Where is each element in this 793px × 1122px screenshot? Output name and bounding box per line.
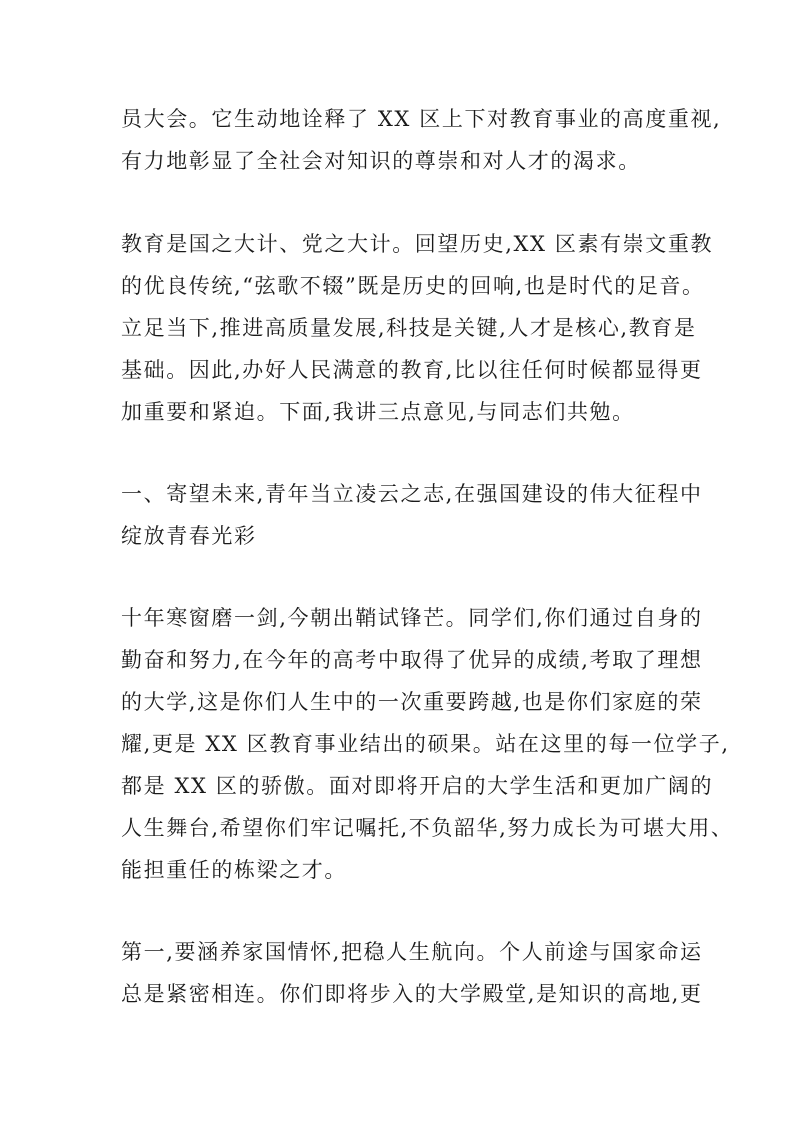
text-line: 勤奋和努力,在今年的高考中取得了优异的成绩,考取了理想 (121, 648, 703, 672)
heading-line: 绽放青春光彩 (121, 524, 257, 548)
text-line: 立足当下,推进高质量发展,科技是关键,人才是核心,教育是 (121, 316, 697, 340)
text-line: 加重要和紧迫。下面,我讲三点意见,与同志们共勉。 (121, 400, 635, 424)
text-line: 的大学,这是你们人生中的一次重要跨越,也是你们家庭的荣 (121, 690, 703, 714)
text-line: 总是紧密相连。你们即将步入的大学殿堂,是知识的高地,更 (121, 982, 703, 1006)
text-line: 有力地彰显了全社会对知识的尊崇和对人才的渴求。 (121, 149, 641, 173)
text-line: 耀,更是 XX 区教育事业结出的硕果。站在这里的每一位学子, (121, 732, 730, 756)
text-line: 教育是国之大计、党之大计。回望历史,XX 区素有崇文重教 (121, 232, 714, 256)
text-line: 能担重任的栋梁之才。 (121, 858, 347, 882)
text-line: 员大会。它生动地诠释了 XX 区上下对教育事业的高度重视, (121, 107, 722, 131)
text-line: 第一,要涵养家国情怀,把稳人生航向。个人前途与国家命运 (121, 940, 703, 964)
text-line: 都是 XX 区的骄傲。面对即将开启的大学生活和更加广阔的 (121, 774, 714, 798)
text-line: 人生舞台,希望你们牢记嘱托,不负韶华,努力成长为可堪大用、 (121, 816, 734, 840)
heading-line: 一、寄望未来,青年当立凌云之志,在强国建设的伟大征程中 (121, 482, 703, 506)
text-line: 基础。因此,办好人民满意的教育,比以往任何时候都显得更 (121, 358, 703, 382)
text-line: 十年寒窗磨一剑,今朝出鞘试锋芒。同学们,你们通过自身的 (121, 606, 703, 630)
text-line: 的优良传统,“弦歌不辍”既是历史的回响,也是时代的足音。 (121, 274, 705, 298)
